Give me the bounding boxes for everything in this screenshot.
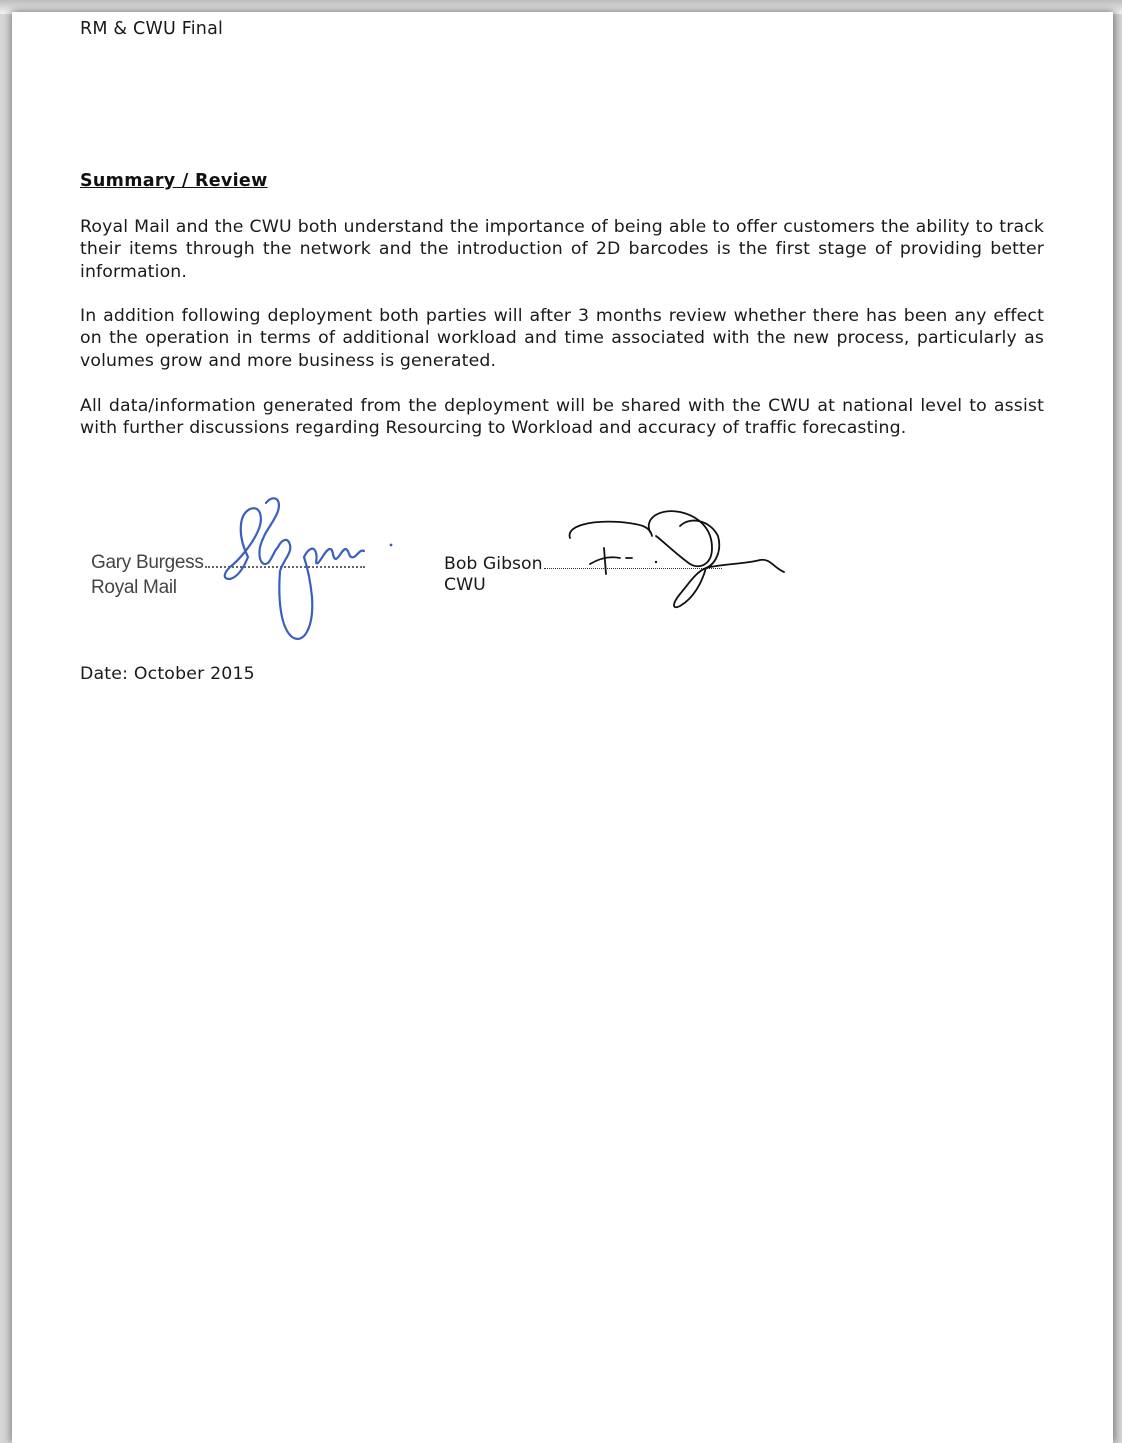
handwritten-signature-bob-gibson — [560, 502, 790, 612]
document-header: RM & CWU Final — [80, 19, 224, 39]
signatory-organisation: Royal Mail — [91, 577, 177, 598]
paragraph-review: In addition following deployment both parties will after 3 months review whether there has been any effect on the operation in terms of additional workload and time associated with the new process, particularly as volumes grow and more business is generated. — [80, 306, 1044, 371]
document-date: Date: October 2015 — [80, 664, 255, 684]
section-title: Summary / Review — [80, 171, 268, 191]
paragraph-summary: Royal Mail and the CWU both understand the importance of being able to offer customers the ability to track their items through the network and the introduction of 2D barcodes is the first stage of providing better information. — [80, 217, 1044, 282]
signatory-name: Bob Gibson — [444, 554, 543, 574]
signatory-organisation: CWU — [444, 575, 486, 595]
handwritten-signature-gary-burgess — [208, 487, 398, 647]
paragraph-data-sharing: All data/information generated from the deployment will be shared with the CWU at national level to assist with further discussions regarding Resourcing to Workload and accuracy of traffic forecasting. — [80, 396, 1044, 439]
document-page — [12, 12, 1113, 1443]
signatory-name: Gary Burgess — [91, 552, 204, 573]
